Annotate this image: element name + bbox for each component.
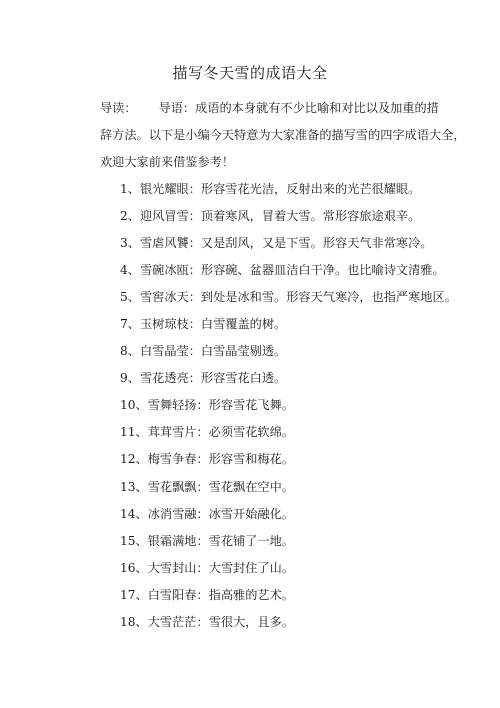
list-item: 3、雪虐风饕：又是刮风，又是下雪。形容天气非常寒冷。 <box>120 236 433 251</box>
list-item: 7、玉树琼枝：白雪覆盖的树。 <box>120 317 287 332</box>
list-item: 16、大雪封山：大雪封住了山。 <box>120 560 294 575</box>
list-item: 4、雪碗冰瓯：形容碗、盆器皿洁白干净。也比喻诗文清雅。 <box>120 263 445 278</box>
list-item: 11、茸茸雪片：必须雪花软绵。 <box>120 425 294 440</box>
intro-line-1 <box>100 95 439 122</box>
list-item: 10、雪舞轻扬：形容雪花飞舞。 <box>120 398 294 413</box>
list-item: 13、雪花飘飘：雪花飘在空中。 <box>120 479 294 494</box>
list-item: 14、冰消雪融：冰雪开始融化。 <box>120 506 294 521</box>
list-item: 5、雪窖冰天：到处是冰和雪。形容天气寒冷，也指严寒地区。 <box>120 290 457 305</box>
intro-paragraph <box>100 95 466 176</box>
list-item: 2、迎风冒雪：顶着寒风，冒着大雪。常形容旅途艰辛。 <box>120 209 421 224</box>
list-item: 9、雪花透亮：形容雪花白透。 <box>120 371 287 386</box>
list-item: 15、银霜满地：雪花铺了一地。 <box>120 533 294 548</box>
list-item: 18、大雪茫茫：雪很大，且多。 <box>120 614 294 629</box>
document-title: 描写冬天雪的成语大全 <box>172 64 328 82</box>
list-item: 8、白雪晶莹：白雪晶莹剔透。 <box>120 344 287 359</box>
intro-line-2: 辞方法。以下是小编今天特意为大家准备的描写雪的四字成语大全， <box>100 128 466 142</box>
list-item: 1、银光耀眼：形容雪花光洁，反射出来的光芒很耀眼。 <box>120 182 421 196</box>
intro-text-1: 导语：成语的本身就有不少比喻和对比以及加重的措 <box>158 101 439 115</box>
list-item: 12、梅雪争春：形容雪和梅花。 <box>120 452 294 467</box>
intro-line-3: 欢迎大家前来借鉴参考！ <box>100 155 235 169</box>
idiom-list <box>100 176 457 636</box>
list-item: 17、白雪阳春：指高雅的艺术。 <box>120 587 294 602</box>
intro-label: 导读： <box>100 101 137 115</box>
